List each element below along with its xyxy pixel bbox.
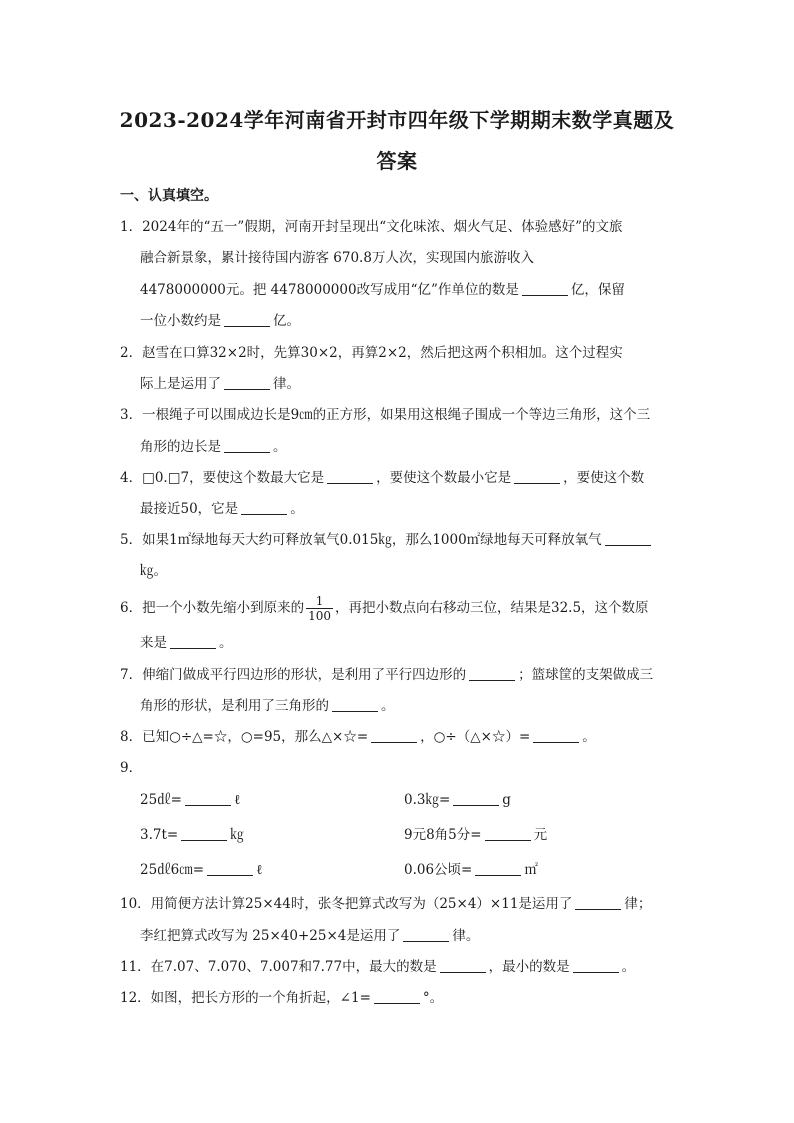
answer-blank[interactable]: [327, 469, 373, 484]
q5-line1: [120, 530, 654, 550]
fraction-denominator: 100: [308, 609, 331, 623]
q5-text: 5．如果1㎡绿地每天大约可释放氧气0.015㎏，那么1000㎡绿地每天可释放氧气: [120, 532, 602, 548]
answer-blank[interactable]: [514, 469, 560, 484]
q1-line1: 1．2024年的“五一”假期，河南开封呈现出“文化味浓、烟火气足、体验感好”的文旅: [120, 219, 623, 235]
q2-line2: [140, 374, 300, 394]
answer-blank[interactable]: [207, 861, 253, 876]
q9-text: 0.3㎏=: [404, 792, 451, 808]
q11-line1: [120, 957, 635, 977]
q9-item: [404, 860, 538, 880]
q11-text: 11．在7.07、7.070、7.007和7.77中，最大的数是: [120, 959, 437, 975]
answer-blank[interactable]: [403, 927, 449, 942]
q4-text: ，要使这个数: [563, 470, 645, 486]
q7-text: ；篮球筐的支架做成三: [518, 667, 654, 683]
q3-text: 角形的边长是: [140, 439, 221, 455]
q9-item: [140, 860, 263, 880]
answer-blank[interactable]: [181, 826, 227, 841]
q8-line1: [120, 727, 596, 747]
q4-line1: [120, 468, 644, 488]
q11-text: 。: [621, 959, 636, 975]
q3-text: 。: [273, 439, 287, 455]
q9-unit: 元: [533, 827, 548, 843]
q9-text: 25㎗=: [140, 792, 182, 808]
q1-text: 亿，保留: [570, 282, 625, 298]
q9-item: [404, 790, 511, 810]
q6-text: ，再把小数点向右移动三位，结果是32.5，这个数原: [335, 600, 649, 616]
answer-blank[interactable]: [453, 791, 499, 806]
q9-unit: g: [502, 792, 511, 808]
answer-blank[interactable]: [573, 958, 619, 973]
q10-text: 律。: [452, 928, 480, 944]
q3-line1: 3．一根绳子可以围成边长是9㎝的正方形，如果用这根绳子围成一个等边三角形，这个三: [120, 407, 651, 423]
q1-line4: [140, 311, 300, 331]
q6-text: 。: [219, 635, 233, 651]
q7-line1: [120, 665, 653, 685]
q9-unit: ㎡: [524, 862, 538, 878]
q4-line2: [140, 499, 304, 519]
q9-text: 0.06公顷=: [404, 862, 473, 878]
q2-line1: 2．赵雪在口算32×2时，先算30×2，再算2×2，然后把这两个积相加。这个过程实: [120, 345, 623, 361]
answer-blank[interactable]: [475, 861, 521, 876]
q4-text: ，要使这个数最小它是: [376, 470, 512, 486]
q7-line2: [140, 696, 395, 716]
q9-item: [140, 825, 244, 845]
q10-text: 律；: [624, 896, 652, 912]
answer-blank[interactable]: [533, 728, 579, 743]
fraction-numerator: 1: [306, 594, 333, 609]
q7-text: 。: [381, 698, 395, 714]
q5-line2: ㎏。: [140, 563, 167, 579]
q7-text: 7．伸缩门做成平行四边形的形状，是利用了平行四边形的: [120, 667, 467, 683]
q1-text: 亿。: [273, 313, 300, 329]
q10-line1: [120, 894, 651, 914]
q7-text: 角形的形状，是利用了三角形的: [140, 698, 329, 714]
answer-blank[interactable]: [371, 728, 417, 743]
q9-unit: ℓ: [234, 792, 241, 808]
q9-item: [140, 790, 240, 810]
q6-line1: [120, 594, 649, 623]
answer-blank[interactable]: [224, 438, 270, 453]
answer-blank[interactable]: [185, 791, 231, 806]
q6-text: 来是: [140, 635, 167, 651]
answer-blank[interactable]: [224, 375, 270, 390]
q1-text: 4478000000元。把 4478000000改写成用“亿”作单位的数是: [140, 282, 519, 298]
q8-text: 8．已知○÷△=☆，○=95，那么△×☆=: [120, 729, 369, 745]
answer-blank[interactable]: [522, 281, 568, 296]
answer-blank[interactable]: [469, 666, 515, 681]
q9-item: [404, 825, 547, 845]
answer-blank[interactable]: [605, 531, 651, 546]
answer-blank[interactable]: [374, 989, 420, 1004]
q9-unit: ℓ: [256, 862, 263, 878]
q6-text: 6．把一个小数先缩小到原来的: [120, 600, 305, 616]
q10-line2: [140, 926, 479, 946]
answer-blank[interactable]: [241, 500, 287, 515]
q4-text: 4．□0.□7，要使这个数最大它是: [120, 470, 325, 486]
q9-unit: ㎏: [230, 827, 244, 843]
q8-text: ，○÷（△×☆）=: [420, 729, 531, 745]
q12-line1: [120, 988, 443, 1008]
q6-line2: [140, 633, 233, 653]
q2-text: 际上是运用了: [140, 376, 221, 392]
answer-blank[interactable]: [170, 634, 216, 649]
q11-text: ，最小的数是: [488, 959, 570, 975]
q2-text: 律。: [273, 376, 300, 392]
answer-blank[interactable]: [485, 826, 531, 841]
q9-label: 9．: [120, 760, 143, 776]
answer-blank[interactable]: [332, 697, 378, 712]
q9-text: 25㎗6㎝=: [140, 862, 205, 878]
q1-line2: 融合新景象，累计接待国内游客 670.8万人次，实现国内旅游收入: [140, 250, 534, 266]
q9-text: 9元8角5分=: [404, 827, 482, 843]
q12-text: °。: [422, 990, 444, 1006]
answer-blank[interactable]: [440, 958, 486, 973]
fraction: [306, 594, 333, 623]
q4-text: 。: [290, 501, 304, 517]
page-title-line2: 答案: [376, 149, 418, 173]
q10-text: 李红把算式改写为 25×40+25×4是运用了: [140, 928, 401, 944]
answer-blank[interactable]: [224, 312, 270, 327]
q1-line3: [140, 280, 625, 300]
q4-text: 最接近50，它是: [140, 501, 239, 517]
q3-line2: [140, 437, 287, 457]
q12-text: 12．如图，把长方形的一个角折起，∠1=: [120, 990, 371, 1006]
q8-text: 。: [582, 729, 596, 745]
section-heading: 一、认真填空。: [120, 188, 218, 204]
answer-blank[interactable]: [575, 895, 621, 910]
page-title-line1: 2023-2024学年河南省开封市四年级下学期期末数学真题及: [119, 108, 675, 132]
q1-text: 一位小数约是: [140, 313, 221, 329]
q10-text: 10．用简便方法计算25×44时，张冬把算式改写为（25×4）×11是运用了: [120, 896, 573, 912]
q9-text: 3.7t=: [140, 827, 179, 843]
